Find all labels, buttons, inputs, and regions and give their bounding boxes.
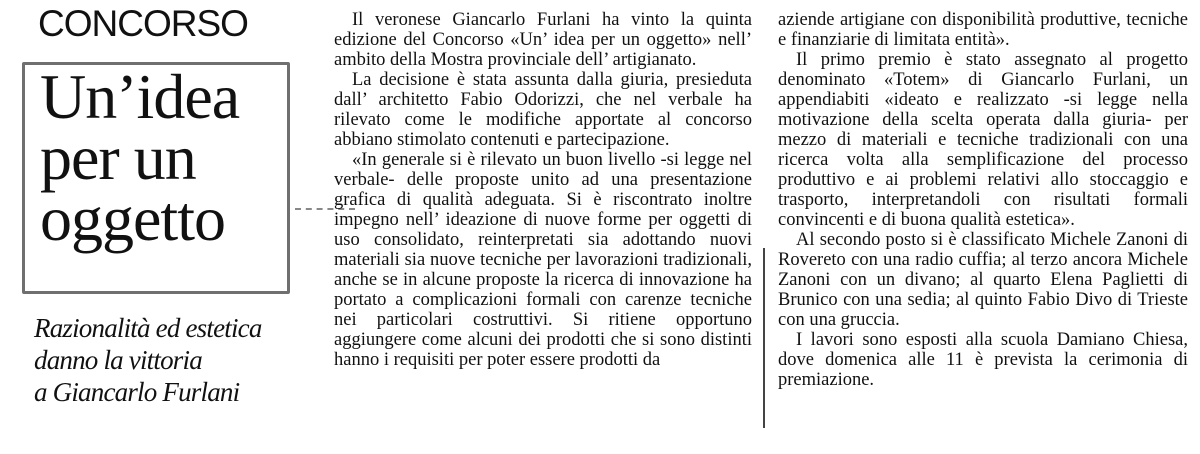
paragraph: Il primo premio è stato assegnato al progetto denominato «Totem» di Giancarlo Furlani, un appendiabiti «ideato e realizzato -si legge nella motivazione della scelta operata dalla giuria- per mezzo di materiali e tecniche tradizionali con una ricerca volta alla semplificazione del processo produttivo e ai problemi relativi allo stoccaggio e trasporto, interpretandoli con risultati formali convincenti e di buona qualità estetica». xyxy=(778,50,1188,230)
column-divider xyxy=(763,248,765,428)
headline-line: Un’idea xyxy=(40,61,240,132)
paragraph: La decisione è stata assunta dalla giuria, presieduta dall’ architetto Fabio Odorizzi, che nel verbale ha rilevato come le modifiche apportate al concorso abbiano stimolato contenuti e partecipazione. xyxy=(334,70,752,150)
article-column-2 xyxy=(778,10,1188,390)
subtitle-line: Razionalità ed estetica xyxy=(34,313,262,343)
paragraph: Il veronese Giancarlo Furlani ha vinto la quinta edizione del Concorso «Un’ idea per un oggetto» nell’ ambito della Mostra provinciale dell’ artigianato. xyxy=(334,10,752,70)
section-label: CONCORSO xyxy=(38,3,248,44)
subtitle-line: danno la vittoria xyxy=(34,345,202,375)
subtitle-line: a Giancarlo Furlani xyxy=(34,377,240,407)
paragraph: Al secondo posto si è classificato Michele Zanoni di Rovereto con una radio cuffia; al terzo ancora Michele Zanoni con un divano; al quarto Elena Paglietti di Brunico con una sedia; al quinto Fabio Divo di Trieste con una gruccia. xyxy=(778,230,1188,330)
headline-line: oggetto xyxy=(40,183,225,254)
paragraph: I lavori sono esposti alla scuola Damiano Chiesa, dove domenica alle 11 è prevista la cerimonia di premiazione. xyxy=(778,330,1188,390)
paragraph: «In generale si è rilevato un buon livello -si legge nel verbale- delle proposte unito ad una presentazione grafica di qualità adeguata. Si è riscontrato inoltre impegno nell’ ideazione di nuove forme per oggetti di uso consolidato, reinterpretati sia adottando nuovi materiali sia nuove tecniche per lavorazioni tradizionali, anche se in alcune proposte la ricerca di innovazione ha portato a complicazioni formali con carenze tecniche nei particolari costruttivi. Si ritiene opportuno aggiungere come alcuni dei prodotti che si sono distinti hanno i requisiti per poter essere prodotti da xyxy=(334,150,752,370)
paragraph: aziende artigiane con disponibilità produttive, tecniche e finanziarie di limitata entità». xyxy=(778,10,1188,50)
headline-line: per un xyxy=(40,122,196,193)
headline xyxy=(40,61,310,254)
article-column-1 xyxy=(334,10,752,370)
subtitle xyxy=(34,312,324,408)
